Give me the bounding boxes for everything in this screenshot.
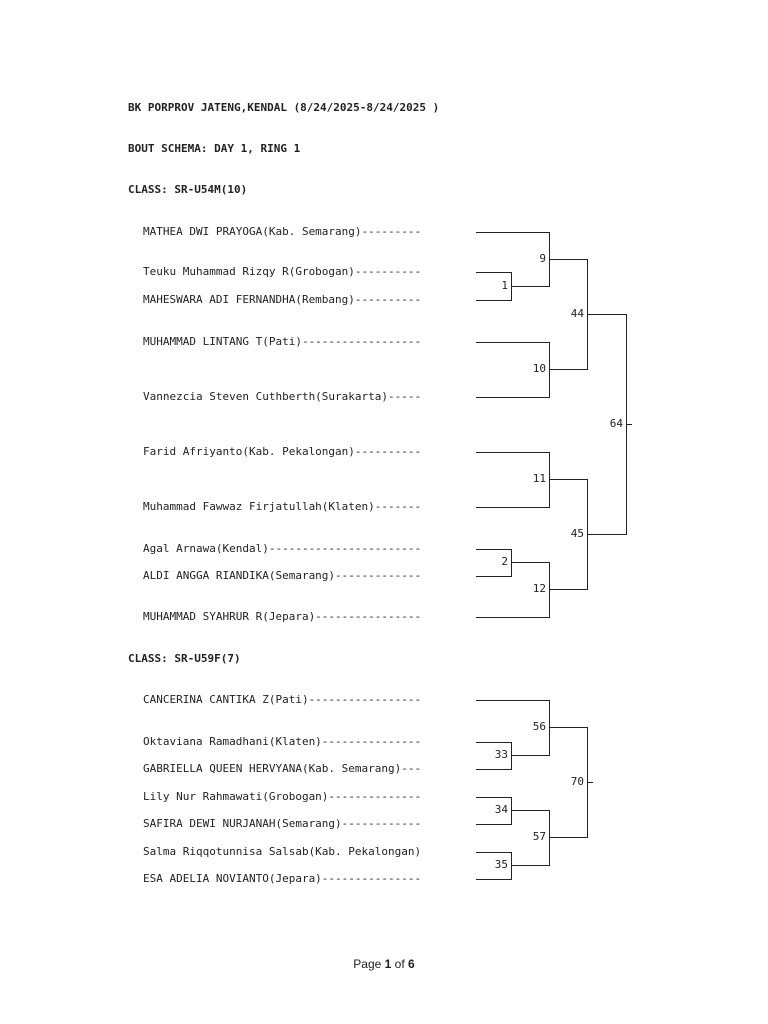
competitor-entry: MATHEA DWI PRAYOGA(Kab. Semarang)--------- [143,225,422,238]
page-total: 6 [408,957,415,971]
bout-number: 35 [494,858,508,871]
bout-number: 33 [494,748,508,761]
bout-number: 64 [609,417,623,430]
page-word: Page [353,957,382,971]
competitor-entry: Muhammad Fawwaz Firjatullah(Klaten)------- [143,500,422,513]
competitor-entry: MUHAMMAD LINTANG T(Pati)------------------ [143,335,422,348]
page-current: 1 [384,957,392,971]
competitor-entry: Teuku Muhammad Rizqy R(Grobogan)---------- [143,265,422,278]
competitor-entry: Agal Arnawa(Kendal)----------------------- [143,542,422,555]
bout-number: 10 [532,362,546,375]
competitor-entry: Oktaviana Ramadhani(Klaten)--------------- [143,735,422,748]
page-indicator [0,957,768,971]
competitor-entry: SAFIRA DEWI NURJANAH(Semarang)------------ [143,817,422,830]
bout-number: 57 [532,830,546,843]
bout-number: 45 [570,527,584,540]
competitor-entry: Lily Nur Rahmawati(Grobogan)-------------- [143,790,422,803]
competitor-entry: MUHAMMAD SYAHRUR R(Jepara)---------------- [143,610,422,623]
bout-number: 56 [532,720,546,733]
competitor-entry: Vannezcia Steven Cuthberth(Surakarta)----- [143,390,422,403]
competitor-entry: Salma Riqqotunnisa Salsab(Kab. Pekalongan) [143,845,422,858]
bout-number: 44 [570,307,584,320]
bout-number: 70 [570,775,584,788]
bout-number: 2 [501,555,508,568]
competitor-entry: ALDI ANGGA RIANDIKA(Semarang)------------- [143,569,422,582]
of-word: of [394,957,405,971]
competitor-entry: ESA ADELIA NOVIANTO(Jepara)--------------- [143,872,422,885]
bout-number: 34 [494,803,508,816]
competitor-entry: CANCERINA CANTIKA Z(Pati)----------------- [143,693,422,706]
bout-number: 9 [539,252,546,265]
competitor-entry: GABRIELLA QUEEN HERVYANA(Kab. Semarang)--- [143,762,422,775]
bout-schema-title: BOUT SCHEMA: DAY 1, RING 1 [128,142,301,155]
event-title: BK PORPROV JATENG,KENDAL (8/24/2025-8/24/2025 ) [128,101,440,114]
competitor-entry: Farid Afriyanto(Kab. Pekalongan)---------- [143,445,422,458]
bout-number: 11 [532,472,546,485]
competitor-entry: MAHESWARA ADI FERNANDHA(Rembang)---------- [143,293,422,306]
class-title: CLASS: SR-U54M(10) [128,183,248,196]
class-title: CLASS: SR-U59F(7) [128,652,241,665]
bout-number: 1 [501,279,508,292]
bout-number: 12 [532,582,546,595]
